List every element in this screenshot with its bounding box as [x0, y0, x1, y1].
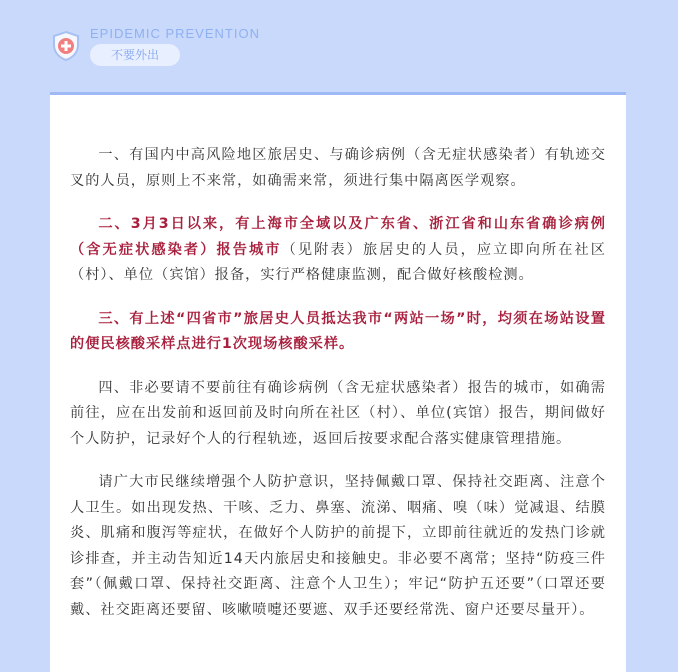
paragraph-3: 三、有上述“四省市”旅居史人员抵达我市“两站一场”时，均须在场站设置的便民核酸采样点进行1次现场核酸采样。: [70, 310, 606, 352]
paragraph-1: 一、有国内中高风险地区旅居史、与确诊病例（含无症状感染者）有轨迹交叉的人员，原则上不来常，如确需来常，须进行集中隔离医学观察。: [70, 147, 606, 189]
article-card: [50, 92, 626, 672]
header-title: EPIDEMIC PREVENTION: [90, 26, 260, 41]
paragraph-5: 请广大市民继续增强个人防护意识，坚持佩戴口罩、保持社交距离、注意个人卫生。如出现发热、干咳、乏力、鼻塞、流涕、咽痛、嗅（味）觉减退、结膜炎、肌痛和腹泻等症状，在做好个人防护的前提下，立即前往就近的发热门诊就诊排查，并主动告知近14天内旅居史和接触史。非必要不离常；坚持“防疫三件套”（佩戴口罩、保持社交距离、注意个人卫生）；牢记“防护五还要”（口罩还要戴、社交距离还要留、咳嗽喷嚏还要遮、双手还要经常洗、窗户还要尽量开）。: [70, 474, 606, 618]
paragraph-2-highlight: 3月3日以来，有上海市全域以及广东省、浙江省和山东省确诊病例（含无症状感染者）报告城市: [70, 216, 606, 258]
paragraph-2: [70, 212, 606, 289]
shield-cross-icon: [50, 30, 82, 62]
paragraph-2-rest: （见附表）旅居史的人员，应立即向所在社区（村）、单位（宾馆）报备，实行严格健康监测，配合做好核酸检测。: [70, 241, 606, 283]
header-badge: 不要外出: [90, 44, 180, 66]
paragraph-4: 四、非必要请不要前往有确诊病例（含无症状感染者）报告的城市，如确需前往，应在出发前和返回前及时向所在社区（村）、单位(宾馆）报告，期间做好个人防护，记录好个人的行程轨迹，返回后按要求配合落实健康管理措施。: [70, 379, 606, 447]
header-banner: [0, 0, 678, 92]
paragraph-2-prefix: 二、: [98, 216, 131, 232]
